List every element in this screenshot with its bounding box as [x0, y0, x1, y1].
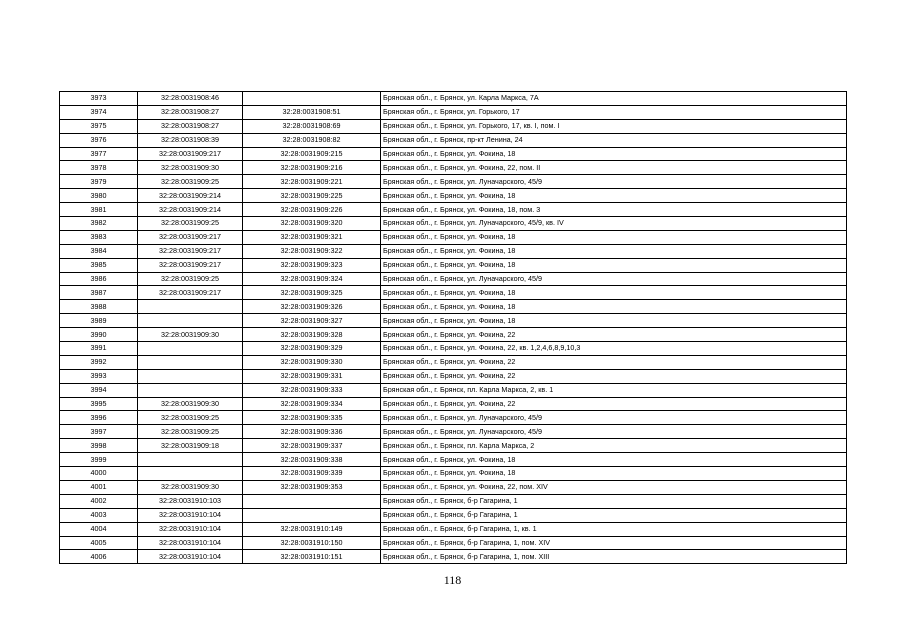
address-cell: Брянская обл., г. Брянск, ул. Луначарского, 45/9, кв. IV	[381, 217, 847, 231]
cadastral-number-cell	[138, 369, 243, 383]
cadastral-number-cell	[138, 467, 243, 481]
object-cadastral-number-cell: 32:28:0031910:151	[243, 550, 381, 564]
table-row	[60, 328, 847, 342]
cadastral-number-cell: 32:28:0031909:217	[138, 147, 243, 161]
cadastral-number-cell	[138, 355, 243, 369]
cadastral-number-cell	[138, 383, 243, 397]
table-row	[60, 161, 847, 175]
row-number-cell: 3994	[60, 383, 138, 397]
row-number-cell: 4006	[60, 550, 138, 564]
object-cadastral-number-cell: 32:28:0031909:216	[243, 161, 381, 175]
cadastral-number-cell: 32:28:0031909:30	[138, 397, 243, 411]
table-row	[60, 383, 847, 397]
address-cell: Брянская обл., г. Брянск, ул. Луначарского, 45/9	[381, 411, 847, 425]
object-cadastral-number-cell: 32:28:0031909:338	[243, 453, 381, 467]
address-cell: Брянская обл., г. Брянск, б-р Гагарина, 1	[381, 494, 847, 508]
address-cell: Брянская обл., г. Брянск, пр-кт Ленина, 24	[381, 133, 847, 147]
address-cell: Брянская обл., г. Брянск, ул. Фокина, 18	[381, 300, 847, 314]
object-cadastral-number-cell: 32:28:0031909:320	[243, 217, 381, 231]
cadastral-number-cell: 32:28:0031908:27	[138, 105, 243, 119]
cadastral-number-cell: 32:28:0031909:25	[138, 425, 243, 439]
address-cell: Брянская обл., г. Брянск, ул. Фокина, 22	[381, 369, 847, 383]
object-cadastral-number-cell: 32:28:0031909:215	[243, 147, 381, 161]
row-number-cell: 4005	[60, 536, 138, 550]
object-cadastral-number-cell: 32:28:0031909:335	[243, 411, 381, 425]
object-cadastral-number-cell: 32:28:0031908:69	[243, 119, 381, 133]
row-number-cell: 3977	[60, 147, 138, 161]
table-row	[60, 453, 847, 467]
row-number-cell: 3982	[60, 217, 138, 231]
object-cadastral-number-cell	[243, 508, 381, 522]
cadastral-number-cell: 32:28:0031909:214	[138, 203, 243, 217]
table-row	[60, 147, 847, 161]
registry-table	[59, 91, 847, 564]
address-cell: Брянская обл., г. Брянск, ул. Фокина, 18, пом. 3	[381, 203, 847, 217]
object-cadastral-number-cell: 32:28:0031909:323	[243, 258, 381, 272]
address-cell: Брянская обл., г. Брянск, б-р Гагарина, 1, пом. XIV	[381, 536, 847, 550]
object-cadastral-number-cell: 32:28:0031909:225	[243, 189, 381, 203]
cadastral-number-cell: 32:28:0031909:25	[138, 272, 243, 286]
address-cell: Брянская обл., г. Брянск, ул. Фокина, 18	[381, 189, 847, 203]
object-cadastral-number-cell: 32:28:0031909:328	[243, 328, 381, 342]
cadastral-number-cell: 32:28:0031910:104	[138, 536, 243, 550]
table-row	[60, 133, 847, 147]
row-number-cell: 3976	[60, 133, 138, 147]
row-number-cell: 3979	[60, 175, 138, 189]
address-cell: Брянская обл., г. Брянск, ул. Горького, 17, кв. I, пом. I	[381, 119, 847, 133]
row-number-cell: 3973	[60, 92, 138, 106]
object-cadastral-number-cell: 32:28:0031909:334	[243, 397, 381, 411]
cadastral-number-cell: 32:28:0031910:104	[138, 522, 243, 536]
cadastral-number-cell: 32:28:0031909:30	[138, 480, 243, 494]
cadastral-number-cell: 32:28:0031909:18	[138, 439, 243, 453]
table-row	[60, 244, 847, 258]
address-cell: Брянская обл., г. Брянск, пл. Карла Маркса, 2	[381, 439, 847, 453]
address-cell: Брянская обл., г. Брянск, ул. Фокина, 22, пом. II	[381, 161, 847, 175]
table-row	[60, 342, 847, 356]
row-number-cell: 3991	[60, 342, 138, 356]
cadastral-number-cell: 32:28:0031908:46	[138, 92, 243, 106]
table-row	[60, 217, 847, 231]
address-cell: Брянская обл., г. Брянск, б-р Гагарина, 1	[381, 508, 847, 522]
table-row	[60, 203, 847, 217]
object-cadastral-number-cell: 32:28:0031909:329	[243, 342, 381, 356]
row-number-cell: 3981	[60, 203, 138, 217]
table-row	[60, 314, 847, 328]
row-number-cell: 3983	[60, 230, 138, 244]
table-row	[60, 508, 847, 522]
object-cadastral-number-cell: 32:28:0031909:226	[243, 203, 381, 217]
cadastral-number-cell: 32:28:0031909:217	[138, 230, 243, 244]
cadastral-number-cell	[138, 300, 243, 314]
row-number-cell: 3999	[60, 453, 138, 467]
table-row	[60, 300, 847, 314]
page-number: 118	[443, 573, 462, 587]
address-cell: Брянская обл., г. Брянск, ул. Горького, 17	[381, 105, 847, 119]
address-cell: Брянская обл., г. Брянск, ул. Луначарского, 45/9	[381, 272, 847, 286]
cadastral-number-cell: 32:28:0031908:27	[138, 119, 243, 133]
object-cadastral-number-cell: 32:28:0031909:330	[243, 355, 381, 369]
object-cadastral-number-cell: 32:28:0031909:337	[243, 439, 381, 453]
table-row	[60, 397, 847, 411]
row-number-cell: 4003	[60, 508, 138, 522]
table-row	[60, 536, 847, 550]
object-cadastral-number-cell: 32:28:0031909:333	[243, 383, 381, 397]
object-cadastral-number-cell: 32:28:0031908:51	[243, 105, 381, 119]
cadastral-number-cell	[138, 314, 243, 328]
row-number-cell: 3986	[60, 272, 138, 286]
table-row	[60, 105, 847, 119]
cadastral-number-cell: 32:28:0031909:25	[138, 411, 243, 425]
row-number-cell: 3984	[60, 244, 138, 258]
row-number-cell: 4004	[60, 522, 138, 536]
object-cadastral-number-cell: 32:28:0031909:221	[243, 175, 381, 189]
object-cadastral-number-cell: 32:28:0031909:322	[243, 244, 381, 258]
row-number-cell: 3996	[60, 411, 138, 425]
row-number-cell: 4002	[60, 494, 138, 508]
object-cadastral-number-cell: 32:28:0031909:325	[243, 286, 381, 300]
cadastral-number-cell: 32:28:0031909:30	[138, 328, 243, 342]
address-cell: Брянская обл., г. Брянск, ул. Фокина, 22	[381, 355, 847, 369]
object-cadastral-number-cell	[243, 92, 381, 106]
object-cadastral-number-cell: 32:28:0031908:82	[243, 133, 381, 147]
address-cell: Брянская обл., г. Брянск, ул. Фокина, 22, пом. XIV	[381, 480, 847, 494]
address-cell: Брянская обл., г. Брянск, ул. Фокина, 18	[381, 147, 847, 161]
address-cell: Брянская обл., г. Брянск, ул. Фокина, 18	[381, 314, 847, 328]
row-number-cell: 3978	[60, 161, 138, 175]
address-cell: Брянская обл., г. Брянск, ул. Фокина, 22, кв. 1,2,4,6,8,9,10,3	[381, 342, 847, 356]
address-cell: Брянская обл., г. Брянск, ул. Фокина, 18	[381, 244, 847, 258]
address-cell: Брянская обл., г. Брянск, ул. Луначарского, 45/9	[381, 425, 847, 439]
table-row	[60, 480, 847, 494]
object-cadastral-number-cell: 32:28:0031909:324	[243, 272, 381, 286]
table-row	[60, 258, 847, 272]
cadastral-number-cell: 32:28:0031909:217	[138, 258, 243, 272]
object-cadastral-number-cell: 32:28:0031910:150	[243, 536, 381, 550]
object-cadastral-number-cell: 32:28:0031909:336	[243, 425, 381, 439]
address-cell: Брянская обл., г. Брянск, пл. Карла Маркса, 2, кв. 1	[381, 383, 847, 397]
cadastral-number-cell: 32:28:0031909:25	[138, 217, 243, 231]
object-cadastral-number-cell: 32:28:0031909:326	[243, 300, 381, 314]
object-cadastral-number-cell: 32:28:0031909:321	[243, 230, 381, 244]
object-cadastral-number-cell: 32:28:0031909:327	[243, 314, 381, 328]
table-row	[60, 550, 847, 564]
object-cadastral-number-cell: 32:28:0031910:149	[243, 522, 381, 536]
address-cell: Брянская обл., г. Брянск, б-р Гагарина, 1, пом. XIII	[381, 550, 847, 564]
row-number-cell: 3995	[60, 397, 138, 411]
table-row	[60, 411, 847, 425]
cadastral-number-cell	[138, 453, 243, 467]
address-cell: Брянская обл., г. Брянск, ул. Фокина, 18	[381, 258, 847, 272]
address-cell: Брянская обл., г. Брянск, ул. Фокина, 22	[381, 328, 847, 342]
table-row	[60, 467, 847, 481]
address-cell: Брянская обл., г. Брянск, ул. Фокина, 22	[381, 397, 847, 411]
row-number-cell: 4000	[60, 467, 138, 481]
address-cell: Брянская обл., г. Брянск, б-р Гагарина, 1, кв. 1	[381, 522, 847, 536]
table-row	[60, 369, 847, 383]
table-row	[60, 494, 847, 508]
table-row	[60, 119, 847, 133]
address-cell: Брянская обл., г. Брянск, ул. Фокина, 18	[381, 230, 847, 244]
table-row	[60, 272, 847, 286]
table-row	[60, 439, 847, 453]
table-row	[60, 230, 847, 244]
address-cell: Брянская обл., г. Брянск, ул. Луначарского, 45/9	[381, 175, 847, 189]
object-cadastral-number-cell: 32:28:0031909:353	[243, 480, 381, 494]
object-cadastral-number-cell: 32:28:0031909:331	[243, 369, 381, 383]
cadastral-number-cell: 32:28:0031910:104	[138, 508, 243, 522]
object-cadastral-number-cell	[243, 494, 381, 508]
cadastral-number-cell: 32:28:0031909:25	[138, 175, 243, 189]
table-row	[60, 425, 847, 439]
row-number-cell: 3975	[60, 119, 138, 133]
object-cadastral-number-cell: 32:28:0031909:339	[243, 467, 381, 481]
cadastral-number-cell: 32:28:0031909:30	[138, 161, 243, 175]
table-row	[60, 175, 847, 189]
table-row	[60, 355, 847, 369]
row-number-cell: 3990	[60, 328, 138, 342]
address-cell: Брянская обл., г. Брянск, ул. Фокина, 18	[381, 453, 847, 467]
table-row	[60, 286, 847, 300]
row-number-cell: 3980	[60, 189, 138, 203]
row-number-cell: 3998	[60, 439, 138, 453]
address-cell: Брянская обл., г. Брянск, ул. Карла Маркса, 7А	[381, 92, 847, 106]
row-number-cell: 3993	[60, 369, 138, 383]
cadastral-number-cell: 32:28:0031909:217	[138, 286, 243, 300]
cadastral-number-cell	[138, 342, 243, 356]
table-row	[60, 92, 847, 106]
table-row	[60, 189, 847, 203]
row-number-cell: 3988	[60, 300, 138, 314]
row-number-cell: 3987	[60, 286, 138, 300]
row-number-cell: 3974	[60, 105, 138, 119]
row-number-cell: 3985	[60, 258, 138, 272]
row-number-cell: 4001	[60, 480, 138, 494]
cadastral-number-cell: 32:28:0031910:104	[138, 550, 243, 564]
cadastral-number-cell: 32:28:0031909:214	[138, 189, 243, 203]
address-cell: Брянская обл., г. Брянск, ул. Фокина, 18	[381, 467, 847, 481]
table-row	[60, 522, 847, 536]
row-number-cell: 3992	[60, 355, 138, 369]
cadastral-number-cell: 32:28:0031908:39	[138, 133, 243, 147]
cadastral-number-cell: 32:28:0031910:103	[138, 494, 243, 508]
table-body	[60, 92, 847, 564]
address-cell: Брянская обл., г. Брянск, ул. Фокина, 18	[381, 286, 847, 300]
row-number-cell: 3997	[60, 425, 138, 439]
row-number-cell: 3989	[60, 314, 138, 328]
cadastral-number-cell: 32:28:0031909:217	[138, 244, 243, 258]
